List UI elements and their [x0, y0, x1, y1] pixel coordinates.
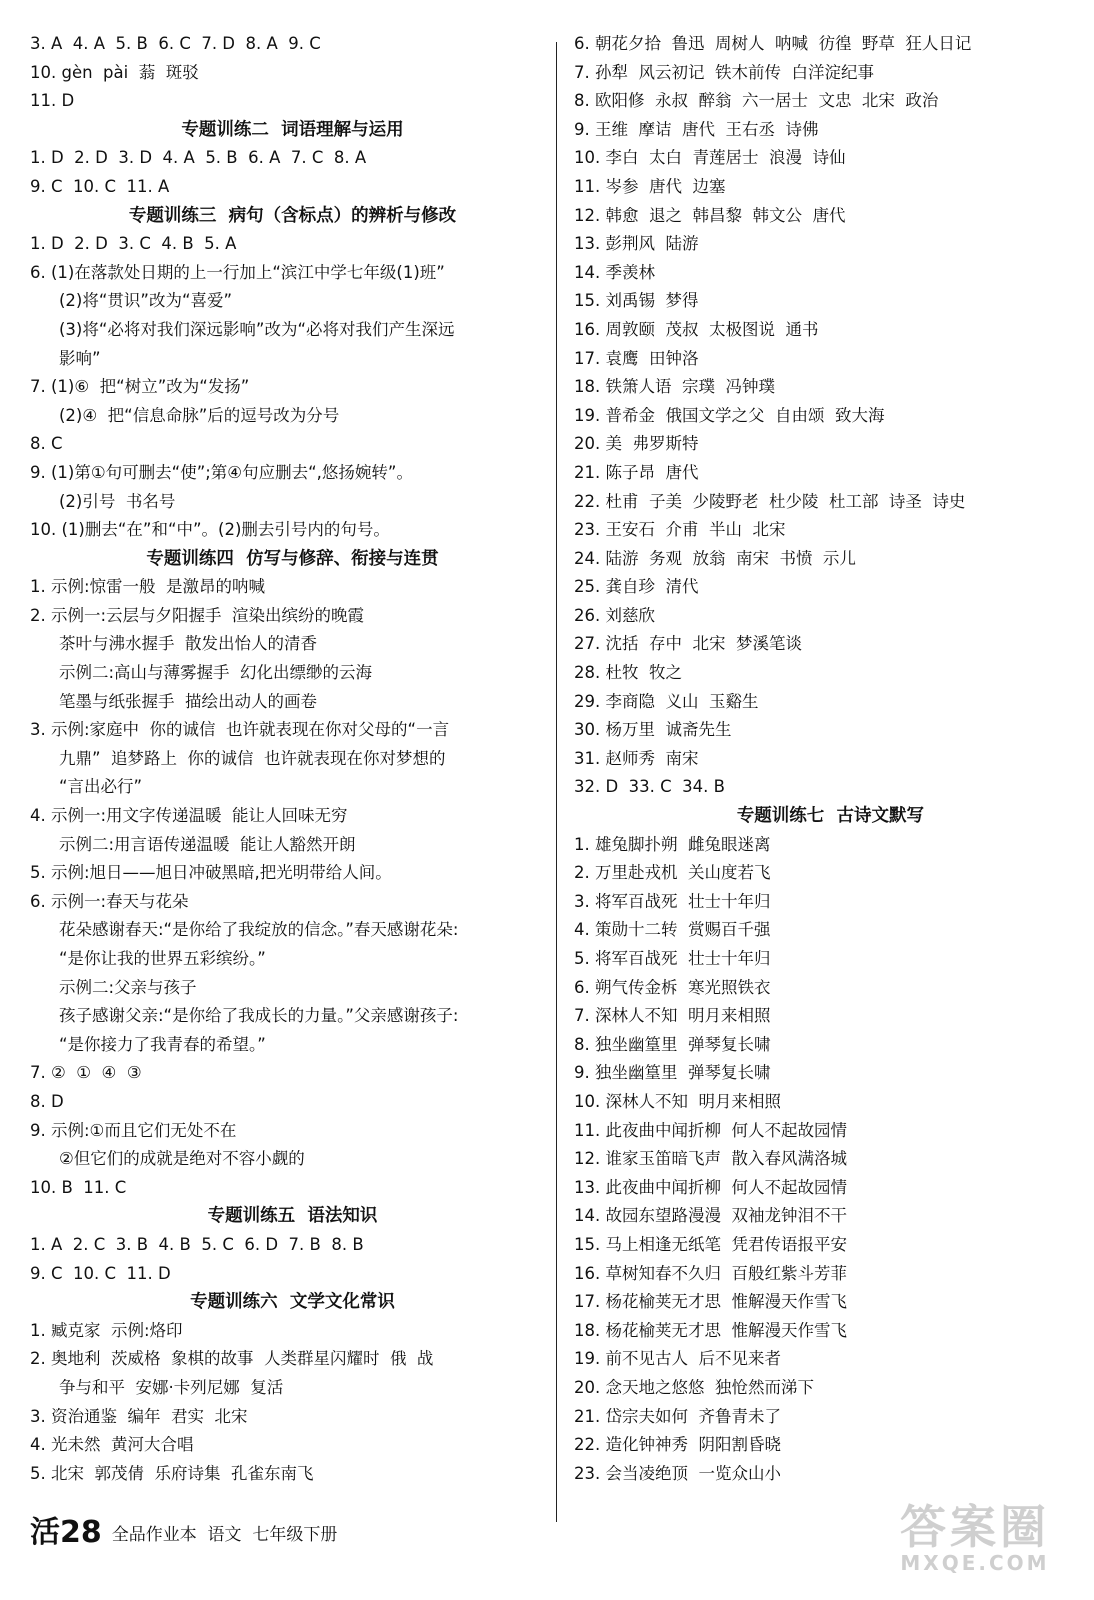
answer-line: 18. 杨花榆荚无才思 惟解漫天作雪飞 — [574, 1320, 847, 1340]
answer-continuation: 茶叶与沸水握手 散发出怡人的清香 — [59, 634, 317, 654]
answer-line: 4. 光未然 黄河大合唱 — [30, 1435, 194, 1455]
answer-continuation: 花朵感谢春天:“是你给了我绽放的信念。”春天感谢花朵: — [59, 920, 459, 940]
answer-line: 10. gèn pài 蓊 斑驳 — [30, 62, 199, 82]
answer-line: 25. 龚自珍 清代 — [574, 577, 699, 597]
answer-line: 31. 赵师秀 南宋 — [574, 748, 699, 768]
answer-line: 6. 示例一:春天与花朵 — [30, 891, 189, 911]
answer-line: 20. 美 弗罗斯特 — [574, 434, 699, 454]
answer-line: 1. 示例:惊雷一般 是激昂的呐喊 — [30, 577, 266, 597]
answer-continuation: 示例二:父亲与孩子 — [59, 977, 197, 997]
answer-line: 7. 孙犁 风云初记 铁木前传 白洋淀纪事 — [574, 62, 874, 82]
section-heading: 专题训练六 文学文化常识 — [190, 1292, 395, 1313]
book-title: 全品作业本 语文 七年级下册 — [111, 1525, 338, 1545]
answer-line: 29. 李商隐 义山 玉谿生 — [574, 691, 759, 711]
answer-continuation: 九鼎” 追梦路上 你的诚信 也许就表现在你对梦想的 — [59, 748, 446, 768]
answer-continuation: “是你接力了我青春的希望。” — [59, 1034, 266, 1054]
answer-line: 28. 杜牧 牧之 — [574, 663, 682, 683]
answer-line: 7. (1)⑥ 把“树立”改为“发扬” — [30, 377, 250, 397]
answer-line: 21. 陈子昂 唐代 — [574, 462, 699, 482]
watermark-url: MXQE.COM — [900, 1551, 1050, 1575]
section-heading: 专题训练三 病句（含标点）的辨析与修改 — [128, 205, 457, 226]
answer-line: 10. B 11. C — [30, 1177, 127, 1197]
answer-line: 16. 周敦颐 茂叔 太极图说 通书 — [574, 319, 819, 339]
answer-line: 15. 刘禹锡 梦得 — [574, 291, 699, 311]
answer-continuation: (2)将“贯识”改为“喜爱” — [59, 291, 233, 311]
answer-line: 9. C 10. C 11. A — [30, 176, 170, 196]
answer-line: 22. 造化钟神秀 阴阳割昏晓 — [574, 1435, 781, 1455]
answer-line: 15. 马上相逢无纸笔 凭君传语报平安 — [574, 1234, 847, 1254]
page-footer — [30, 1510, 337, 1550]
answer-line: 5. 示例:旭日——旭日冲破黑暗,把光明带给人间。 — [30, 863, 392, 883]
answer-line: 7. ② ① ④ ③ — [30, 1063, 142, 1083]
answer-line: 19. 普希金 俄国文学之父 自由颂 致大海 — [574, 405, 885, 425]
answer-line: 6. 朝花夕拾 鲁迅 周树人 呐喊 彷徨 野草 狂人日记 — [574, 34, 972, 53]
answer-line: 16. 草树知春不久归 百般红紫斗芳菲 — [574, 1263, 847, 1283]
right-answer-column — [574, 30, 1074, 1488]
answer-line: 13. 此夜曲中闻折柳 何人不起故园情 — [574, 1177, 847, 1197]
answer-line: 24. 陆游 务观 放翁 南宋 书愤 示儿 — [574, 548, 856, 568]
answer-line: 13. 彭荆风 陆游 — [574, 234, 699, 254]
column-divider — [556, 42, 557, 1522]
answer-line: 6. 朔气传金柝 寒光照铁衣 — [574, 977, 771, 997]
answer-line: 1. A 2. C 3. B 4. B 5. C 6. D 7. B 8. B — [30, 1234, 364, 1254]
answer-line: 4. 策勋十二转 赏赐百千强 — [574, 920, 771, 940]
answer-continuation: 孩子感谢父亲:“是你给了我成长的力量。”父亲感谢孩子: — [59, 1006, 459, 1026]
answer-continuation: “言出必行” — [59, 777, 143, 797]
answer-line: 17. 袁鹰 田钟洛 — [574, 348, 699, 368]
answer-continuation: (2)④ 把“信息命脉”后的逗号改为分号 — [59, 405, 340, 425]
answer-line: 9. 示例:①而且它们无处不在 — [30, 1120, 237, 1140]
answer-continuation: (3)将“必将对我们深远影响”改为“必将对我们产生深远 — [59, 319, 455, 339]
answer-line: 8. C — [30, 434, 63, 454]
answer-line: 32. D 33. C 34. B — [574, 777, 725, 797]
answer-line: 17. 杨花榆荚无才思 惟解漫天作雪飞 — [574, 1292, 847, 1312]
answer-line: 2. 万里赴戎机 关山度若飞 — [574, 863, 771, 883]
page-number: 活28 — [30, 1515, 102, 1550]
answer-line: 22. 杜甫 子美 少陵野老 杜少陵 杜工部 诗圣 诗史 — [574, 491, 966, 511]
answer-line: 12. 韩愈 退之 韩昌黎 韩文公 唐代 — [574, 205, 846, 225]
answer-line: 1. D 2. D 3. C 4. B 5. A — [30, 234, 237, 254]
watermark-logo: 答案圈 — [900, 1500, 1050, 1554]
answer-line: 6. (1)在落款处日期的上一行加上“滨江中学七年级(1)班” — [30, 262, 445, 282]
section-heading: 专题训练二 词语理解与运用 — [181, 119, 404, 140]
answer-line: 9. 独坐幽篁里 弹琴复长啸 — [574, 1063, 771, 1083]
answer-continuation: (2)引号 书名号 — [59, 491, 176, 511]
answer-line: 18. 铁箫人语 宗璞 冯钟璞 — [574, 377, 775, 397]
answer-line: 14. 季羡林 — [574, 262, 655, 282]
answer-continuation: 笔墨与纸张握手 描绘出动人的画卷 — [59, 691, 317, 711]
section-heading: 专题训练四 仿写与修辞、衔接与连贯 — [146, 548, 439, 569]
answer-line: 10. 深林人不知 明月来相照 — [574, 1091, 781, 1111]
answer-line: 5. 北宋 郭茂倩 乐府诗集 孔雀东南飞 — [30, 1463, 314, 1483]
answer-line: 1. 雄兔脚扑朔 雌兔眼迷离 — [574, 834, 771, 854]
section-heading: 专题训练五 语法知识 — [207, 1206, 378, 1227]
answer-line: 4. 示例一:用文字传递温暖 能让人回味无穷 — [30, 806, 348, 826]
answer-line: 8. 欧阳修 永叔 醉翁 六一居士 文忠 北宋 政治 — [574, 91, 939, 111]
answer-line: 2. 奥地利 茨威格 象棋的故事 人类群星闪耀时 俄 战 — [30, 1349, 434, 1369]
answer-line: 3. A 4. A 5. B 6. C 7. D 8. A 9. C — [30, 34, 321, 53]
answer-line: 10. (1)删去“在”和“中”。(2)删去引号内的句号。 — [30, 520, 390, 540]
answer-line: 9. (1)第①句可删去“使”;第④句应删去“,悠扬婉转”。 — [30, 462, 413, 482]
answer-line: 11. 此夜曲中闻折柳 何人不起故园情 — [574, 1120, 847, 1140]
answer-continuation: 争与和平 安娜·卡列尼娜 复活 — [59, 1377, 284, 1397]
answer-line: 9. 王维 摩诘 唐代 王右丞 诗佛 — [574, 119, 819, 139]
answer-line: 8. D — [30, 1091, 64, 1111]
answer-line: 30. 杨万里 诚斋先生 — [574, 720, 732, 740]
answer-line: 2. 示例一:云层与夕阳握手 渲染出缤纷的晚霞 — [30, 605, 365, 625]
answer-line: 3. 资治通鉴 编年 君实 北宋 — [30, 1406, 248, 1426]
answer-line: 8. 独坐幽篁里 弹琴复长啸 — [574, 1034, 771, 1054]
left-answer-column — [30, 30, 555, 1488]
answer-line: 19. 前不见古人 后不见来者 — [574, 1349, 781, 1369]
answer-line: 3. 将军百战死 壮士十年归 — [574, 891, 771, 911]
answer-line: 23. 会当凌绝顶 一览众山小 — [574, 1463, 781, 1483]
answer-line: 27. 沈括 存中 北宋 梦溪笔谈 — [574, 634, 802, 654]
answer-line: 21. 岱宗夫如何 齐鲁青未了 — [574, 1406, 781, 1426]
answer-line: 26. 刘慈欣 — [574, 605, 655, 625]
answer-continuation: ②但它们的成就是绝对不容小觑的 — [59, 1149, 305, 1169]
answer-line: 11. D — [30, 91, 75, 111]
watermark — [880, 1502, 1070, 1580]
answer-continuation: 示例二:用言语传递温暖 能让人豁然开朗 — [59, 834, 356, 854]
answer-line: 23. 王安石 介甫 半山 北宋 — [574, 520, 786, 540]
answer-line: 9. C 10. C 11. D — [30, 1263, 171, 1283]
answer-line: 7. 深林人不知 明月来相照 — [574, 1006, 771, 1026]
answer-line: 20. 念天地之悠悠 独怆然而涕下 — [574, 1377, 814, 1397]
answer-line: 1. D 2. D 3. D 4. A 5. B 6. A 7. C 8. A — [30, 148, 367, 168]
answer-line: 3. 示例:家庭中 你的诚信 也许就表现在你对父母的“一言 — [30, 720, 450, 740]
section-heading: 专题训练七 古诗文默写 — [736, 806, 924, 827]
answer-continuation: 影响” — [59, 348, 101, 368]
answer-line: 10. 李白 太白 青莲居士 浪漫 诗仙 — [574, 148, 846, 168]
answer-continuation: “是你让我的世界五彩缤纷。” — [59, 949, 266, 968]
answer-line: 11. 岑参 唐代 边塞 — [574, 176, 726, 196]
answer-line: 1. 臧克家 示例:烙印 — [30, 1320, 183, 1340]
answer-line: 5. 将军百战死 壮士十年归 — [574, 949, 771, 968]
answer-line: 12. 谁家玉笛暗飞声 散入春风满洛城 — [574, 1149, 847, 1169]
answer-continuation: 示例二:高山与薄雾握手 幻化出缥缈的云海 — [59, 663, 373, 683]
answer-line: 14. 故园东望路漫漫 双袖龙钟泪不干 — [574, 1206, 847, 1226]
